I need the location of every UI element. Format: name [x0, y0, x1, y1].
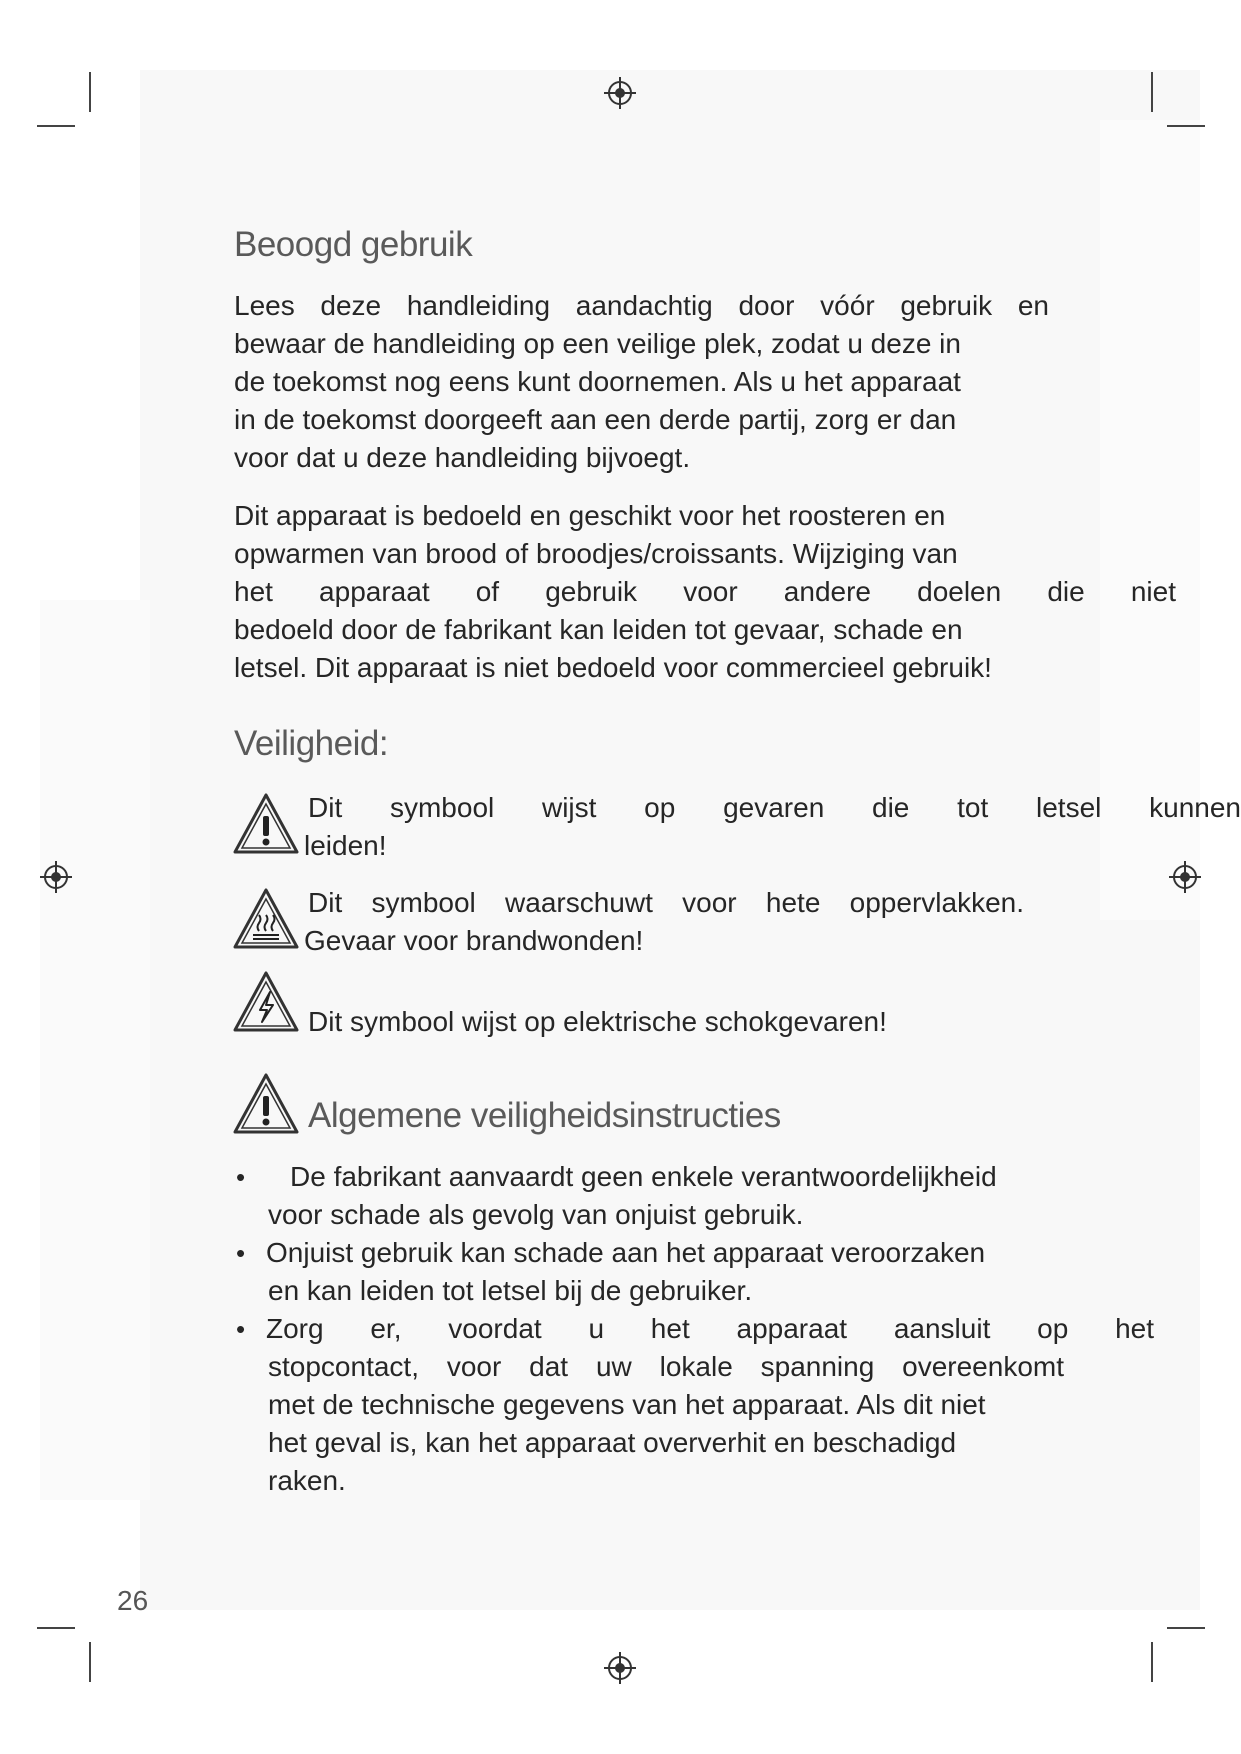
- symbol-description-line: Dit symbool wijst op gevaren die tot letsel kunnen: [308, 792, 1241, 823]
- symbol-description-line: leiden!: [304, 830, 387, 861]
- paragraph-line: voor dat u deze handleiding bijvoegt.: [234, 442, 691, 473]
- symbol-description-line: Gevaar voor brandwonden!: [304, 925, 644, 956]
- crop-mark-bottom-left-h: [37, 1627, 75, 1629]
- bullet-line: raken.: [268, 1465, 346, 1496]
- crop-mark-top-right-v: [1151, 72, 1153, 112]
- paragraph-line: opwarmen van brood of broodjes/croissants. Wijziging van: [234, 538, 958, 569]
- warning-exclamation-icon: [232, 1072, 300, 1136]
- symbol-description-line: Dit symbool wijst op elektrische schokgevaren!: [308, 1006, 887, 1037]
- bullet-marker: •: [236, 1314, 246, 1344]
- registration-mark-icon: [603, 1651, 637, 1685]
- paragraph-line: bewaar de handleiding op een veilige plek, zodat u deze in: [234, 328, 961, 359]
- page-number: 26: [117, 1585, 149, 1616]
- bullet-line: en kan leiden tot letsel bij de gebruiker.: [268, 1275, 753, 1306]
- scan-background-left: [40, 600, 150, 1500]
- crop-mark-top-right-h: [1167, 125, 1205, 127]
- paragraph-line: Dit apparaat is bedoeld en geschikt voor het roosteren en: [234, 500, 946, 531]
- section-heading-veiligheid: Veiligheid:: [234, 724, 389, 763]
- paragraph-line: Lees deze handleiding aandachtig door vóór gebruik en: [234, 290, 1049, 321]
- symbol-description-line: Dit symbool waarschuwt voor hete oppervlakken.: [308, 887, 1024, 918]
- crop-mark-bottom-right-v: [1151, 1642, 1153, 1682]
- hot-surface-icon: [232, 887, 300, 951]
- crop-mark-bottom-right-h: [1167, 1627, 1205, 1629]
- bullet-line: stopcontact, voor dat uw lokale spanning overeenkomt: [268, 1351, 1064, 1382]
- section-heading-beoogd-gebruik: Beoogd gebruik: [234, 225, 473, 264]
- crop-mark-bottom-left-v: [89, 1642, 91, 1682]
- bullet-marker: •: [236, 1162, 246, 1192]
- bullet-line: het geval is, kan het apparaat oververhit en beschadigd: [268, 1427, 957, 1458]
- electric-shock-icon: [232, 970, 300, 1034]
- bullet-marker: •: [236, 1238, 246, 1268]
- registration-mark-icon: [1168, 860, 1202, 894]
- registration-mark-icon: [603, 76, 637, 110]
- bullet-line: voor schade als gevolg van onjuist gebruik.: [268, 1199, 804, 1230]
- bullet-line: met de technische gegevens van het apparaat. Als dit niet: [268, 1389, 986, 1420]
- section-heading-algemene: Algemene veiligheidsinstructies: [308, 1096, 781, 1135]
- paragraph-line: letsel. Dit apparaat is niet bedoeld voor commercieel gebruik!: [234, 652, 992, 683]
- bullet-line: De fabrikant aanvaardt geen enkele verantwoordelijkheid: [290, 1161, 997, 1192]
- bullet-line: Zorg er, voordat u het apparaat aansluit op het: [266, 1313, 1154, 1344]
- warning-exclamation-icon: [232, 792, 300, 856]
- paragraph-line: in de toekomst doorgeeft aan een derde partij, zorg er dan: [234, 404, 957, 435]
- crop-mark-top-left-h: [37, 125, 75, 127]
- paragraph-line: de toekomst nog eens kunt doornemen. Als u het apparaat: [234, 366, 961, 397]
- paragraph-line: bedoeld door de fabrikant kan leiden tot gevaar, schade en: [234, 614, 963, 645]
- paragraph-line: het apparaat of gebruik voor andere doelen die niet: [234, 576, 1176, 607]
- crop-mark-top-left-v: [89, 72, 91, 112]
- registration-mark-icon: [39, 860, 73, 894]
- bullet-line: Onjuist gebruik kan schade aan het apparaat veroorzaken: [266, 1237, 986, 1268]
